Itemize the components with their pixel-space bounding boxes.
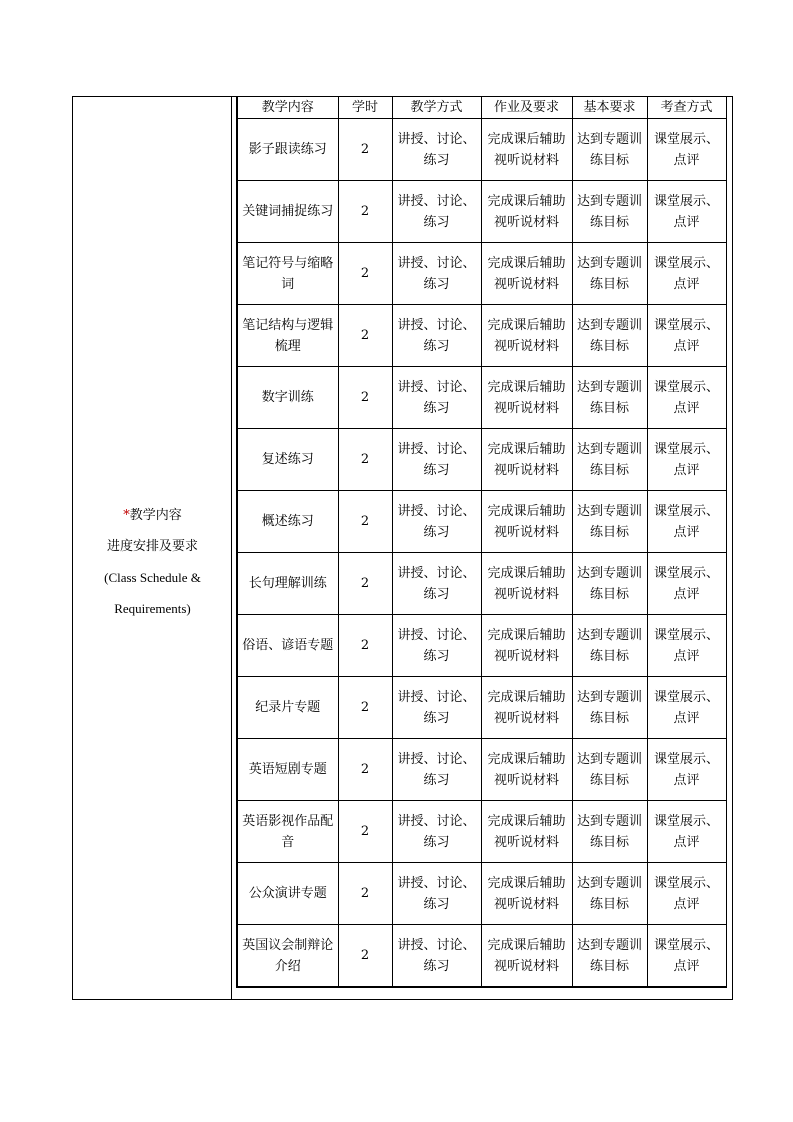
table-row <box>237 243 726 305</box>
cell-content: 复述练习 <box>237 429 338 491</box>
table-row <box>237 429 726 491</box>
cell-assessment: 课堂展示、点评 <box>647 553 726 615</box>
cell-assessment: 课堂展示、点评 <box>647 429 726 491</box>
cell-homework: 完成课后辅助视听说材料 <box>481 367 572 429</box>
cell-content: 数字训练 <box>237 367 338 429</box>
cell-hours: 2 <box>338 863 392 925</box>
cell-method: 讲授、讨论、练习 <box>392 181 481 243</box>
section-label-title <box>73 500 232 531</box>
cell-homework: 完成课后辅助视听说材料 <box>481 429 572 491</box>
cell-assessment: 课堂展示、点评 <box>647 119 726 181</box>
cell-assessment: 课堂展示、点评 <box>647 925 726 988</box>
cell-requirement: 达到专题训练目标 <box>572 801 647 863</box>
cell-hours: 2 <box>338 305 392 367</box>
cell-content: 公众演讲专题 <box>237 863 338 925</box>
cell-content: 俗语、谚语专题 <box>237 615 338 677</box>
section-label-line4: Requirements) <box>114 601 191 616</box>
cell-requirement: 达到专题训练目标 <box>572 739 647 801</box>
cell-content: 关键词捕捉练习 <box>237 181 338 243</box>
cell-requirement: 达到专题训练目标 <box>572 243 647 305</box>
cell-hours: 2 <box>338 553 392 615</box>
cell-requirement: 达到专题训练目标 <box>572 925 647 988</box>
cell-homework: 完成课后辅助视听说材料 <box>481 553 572 615</box>
cell-content: 笔记结构与逻辑梳理 <box>237 305 338 367</box>
cell-method: 讲授、讨论、练习 <box>392 367 481 429</box>
cell-content: 英语短剧专题 <box>237 739 338 801</box>
cell-requirement: 达到专题训练目标 <box>572 429 647 491</box>
cell-homework: 完成课后辅助视听说材料 <box>481 305 572 367</box>
table-row <box>237 677 726 739</box>
section-label-cell <box>73 97 232 999</box>
cell-content: 影子跟读练习 <box>237 119 338 181</box>
cell-method: 讲授、讨论、练习 <box>392 243 481 305</box>
table-row <box>237 553 726 615</box>
table-row <box>237 925 726 988</box>
cell-homework: 完成课后辅助视听说材料 <box>481 801 572 863</box>
schedule-body <box>237 119 726 988</box>
header-method: 教学方式 <box>392 97 481 119</box>
cell-requirement: 达到专题训练目标 <box>572 181 647 243</box>
cell-assessment: 课堂展示、点评 <box>647 863 726 925</box>
table-row <box>237 181 726 243</box>
cell-method: 讲授、讨论、练习 <box>392 925 481 988</box>
section-label-line3: (Class Schedule & <box>104 570 201 585</box>
cell-assessment: 课堂展示、点评 <box>647 615 726 677</box>
table-row <box>237 119 726 181</box>
cell-content: 长句理解训练 <box>237 553 338 615</box>
table-row <box>237 305 726 367</box>
cell-content: 笔记符号与缩略词 <box>237 243 338 305</box>
cell-assessment: 课堂展示、点评 <box>647 801 726 863</box>
cell-hours: 2 <box>338 367 392 429</box>
cell-requirement: 达到专题训练目标 <box>572 367 647 429</box>
cell-assessment: 课堂展示、点评 <box>647 305 726 367</box>
cell-requirement: 达到专题训练目标 <box>572 119 647 181</box>
cell-method: 讲授、讨论、练习 <box>392 553 481 615</box>
header-assessment: 考查方式 <box>647 97 726 119</box>
cell-hours: 2 <box>338 925 392 988</box>
cell-assessment: 课堂展示、点评 <box>647 677 726 739</box>
cell-hours: 2 <box>338 615 392 677</box>
cell-method: 讲授、讨论、练习 <box>392 801 481 863</box>
cell-requirement: 达到专题训练目标 <box>572 677 647 739</box>
cell-hours: 2 <box>338 677 392 739</box>
cell-method: 讲授、讨论、练习 <box>392 863 481 925</box>
cell-method: 讲授、讨论、练习 <box>392 429 481 491</box>
cell-homework: 完成课后辅助视听说材料 <box>481 615 572 677</box>
cell-method: 讲授、讨论、练习 <box>392 491 481 553</box>
cell-requirement: 达到专题训练目标 <box>572 305 647 367</box>
table-row <box>237 863 726 925</box>
cell-homework: 完成课后辅助视听说材料 <box>481 491 572 553</box>
header-hours: 学时 <box>338 97 392 119</box>
cell-method: 讲授、讨论、练习 <box>392 119 481 181</box>
table-row <box>237 801 726 863</box>
cell-assessment: 课堂展示、点评 <box>647 181 726 243</box>
cell-requirement: 达到专题训练目标 <box>572 553 647 615</box>
cell-assessment: 课堂展示、点评 <box>647 739 726 801</box>
cell-homework: 完成课后辅助视听说材料 <box>481 677 572 739</box>
header-requirement: 基本要求 <box>572 97 647 119</box>
cell-hours: 2 <box>338 181 392 243</box>
cell-homework: 完成课后辅助视听说材料 <box>481 925 572 988</box>
cell-content: 英语影视作品配音 <box>237 801 338 863</box>
table-header-row <box>237 97 726 119</box>
cell-hours: 2 <box>338 243 392 305</box>
cell-content: 概述练习 <box>237 491 338 553</box>
cell-method: 讲授、讨论、练习 <box>392 677 481 739</box>
cell-content: 纪录片专题 <box>237 677 338 739</box>
cell-assessment: 课堂展示、点评 <box>647 243 726 305</box>
section-label-line1: 教学内容 <box>129 508 182 523</box>
cell-requirement: 达到专题训练目标 <box>572 491 647 553</box>
cell-homework: 完成课后辅助视听说材料 <box>481 119 572 181</box>
header-content: 教学内容 <box>237 97 338 119</box>
cell-homework: 完成课后辅助视听说材料 <box>481 863 572 925</box>
cell-homework: 完成课后辅助视听说材料 <box>481 739 572 801</box>
cell-assessment: 课堂展示、点评 <box>647 367 726 429</box>
section-label-line2: 进度安排及要求 <box>106 539 198 554</box>
cell-hours: 2 <box>338 119 392 181</box>
cell-hours: 2 <box>338 739 392 801</box>
table-row <box>237 491 726 553</box>
cell-hours: 2 <box>338 491 392 553</box>
cell-content: 英国议会制辩论介绍 <box>237 925 338 988</box>
cell-homework: 完成课后辅助视听说材料 <box>481 243 572 305</box>
cell-method: 讲授、讨论、练习 <box>392 305 481 367</box>
cell-homework: 完成课后辅助视听说材料 <box>481 181 572 243</box>
schedule-table <box>236 96 727 988</box>
cell-assessment: 课堂展示、点评 <box>647 491 726 553</box>
header-homework: 作业及要求 <box>481 97 572 119</box>
section-label <box>73 500 232 624</box>
cell-hours: 2 <box>338 429 392 491</box>
cell-method: 讲授、讨论、练习 <box>392 615 481 677</box>
table-row <box>237 739 726 801</box>
cell-hours: 2 <box>338 801 392 863</box>
cell-requirement: 达到专题训练目标 <box>572 615 647 677</box>
cell-requirement: 达到专题训练目标 <box>572 863 647 925</box>
table-row <box>237 367 726 429</box>
required-star: * <box>123 508 130 523</box>
table-row <box>237 615 726 677</box>
cell-method: 讲授、讨论、练习 <box>392 739 481 801</box>
